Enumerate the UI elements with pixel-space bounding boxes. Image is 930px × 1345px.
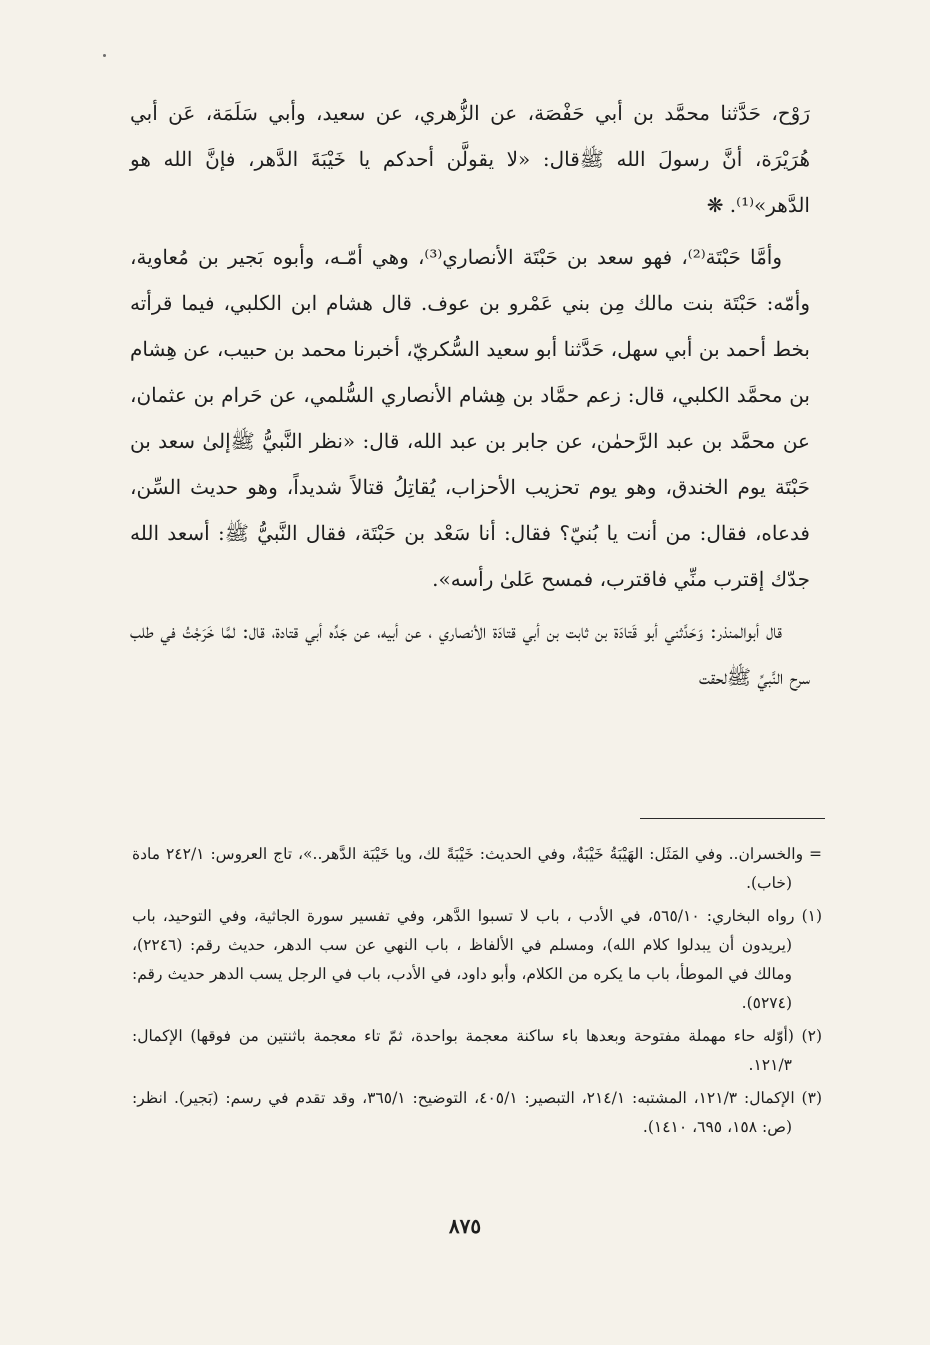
footnotes: [132, 840, 822, 1142]
page-number: ٨٧٥: [448, 1214, 482, 1238]
body-paragraph: وأمَّا حَبْتَة⁽²⁾، فهو سعد بن حَبْتَة الأنصاري⁽³⁾، وهي أمّـه، وأبوه بَجير بن مُعاوية، وأمّه: حَبْتَة بنت مالك مِن بني عَمْرو بن عوف. قال هشام ابن الكلبي، فيما قرأته بخط أحمد بن أبي سهل، حَدَّثنا أبو سعيد السُّكريّ، أخبرنا محمد بن حبيب، عن هِشام بن محمَّد الكلبي، قال: زعم حمَّاد بن هِشام الأنصاري السُّلمي، عن حَرام بن عثمان، عن محمَّد بن عبد الرَّحمٰن، عن جابر بن عبد الله، قال: «نظر النَّبيُّ ﷺإلىٰ سعد بن حَبْتَة يوم الخندق، وهو يوم تحزيب الأحزاب، يُقاتِلُ قتالاً شديداً، وهو حديث السِّن، فدعاه، فقال: من أنت يا بُنيّ؟ فقال: أنا سَعْد بن حَبْتَة، فقال النَّبيُّ ﷺ: أسعد الله جدّك إقترب منِّي فاقترب، فمسح عَلىٰ رأسه».: [130, 245, 810, 591]
body-paragraph: قال أبوالمنذر: وَحَدَّثني أبو قَتادَة بن ثابت بن أبي قتادَة الأنصاري ، عن أبيه، عن جَدِّه أبي قتادة، قال: لمَّا خَرَجْتُ في طلب سرح النَّبيِّ ﷺلحقت: [130, 619, 810, 689]
footnote-divider: [640, 818, 825, 819]
main-text: [130, 90, 810, 700]
ink-speck: [103, 54, 106, 57]
body-paragraph: رَوْح، حَدَّثنا محمَّد بن أبي حَفْصَة، عن الزُّهري، عن سعيد، وأبي سَلَمَة، عَن أبي هُرَيْرَة، أنَّ رسولَ الله ﷺقال: «لا يقولَّن أحدكم يا خَيْبَةَ الدَّهر، فإنَّ الله هو الدَّهر»⁽¹⁾. ❋: [130, 101, 810, 217]
footnote-3: (٣) الإكمال: ١٢١/٣، المشتبه: ٢١٤/١، التبصير: ٤٠٥/١، التوضيح: ٣٦٥/١، وقد تقدم في رسم: (بَجير). انظر: (ص: ١٥٨، ٦٩٥، ١٤١٠).: [132, 1089, 822, 1136]
footnote-2: (٢) (أوّله حاء مهملة مفتوحة وبعدها باء ساكنة معجمة بواحدة، ثمّ تاء معجمة باثنتين من فوقها) الإكمال: ١٢١/٣.: [132, 1027, 822, 1074]
footnote-1: (١) رواه البخاري: ٥٦٥/١٠، في الأدب ، باب لا تسبوا الدَّهر، وفي تفسير سورة الجاثية، وفي التوحيد، باب (يريدون أن يبدلوا كلام الله)، ومسلم في الألفاظ ، باب النهي عن سب الدهر، حديث رقم: (٢٢٤٦)، ومالك في الموطأ، باب ما يكره من الكلام، وأبو داود، في الأدب، باب في الرجل يسب الدهر حديث رقم: (٥٢٧٤).: [132, 907, 823, 1012]
footnote-continuation: = والخسران.. وفي المَثَل: الهَيْبَةُ خَيْبَةٌ، وفي الحديث: خَيْبَةً لك، ويا خَيْبَة الدَّهر..»، تاج العروس: ٢٤٢/١ مادة (خاب).: [132, 845, 822, 892]
